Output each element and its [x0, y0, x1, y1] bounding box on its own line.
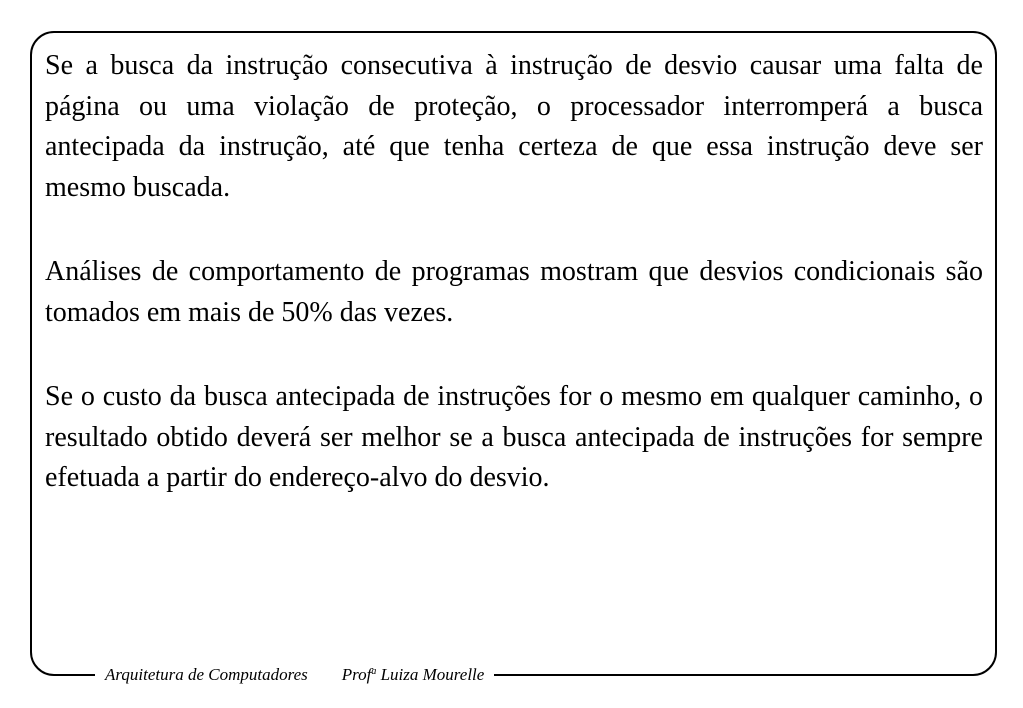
footer-course: Arquitetura de Computadores [105, 665, 308, 684]
slide-content [45, 46, 983, 543]
footer-professor-name: Luiza Mourelle [380, 665, 485, 684]
footer-professor-superscript: a [371, 666, 377, 677]
paragraph-1: Se a busca da instrução consecutiva à instrução de desvio causar uma falta de página ou uma violação de proteção, o processador interromperá a busca antecipada da instrução, até que tenha certeza de que essa instrução deve ser mesmo buscada. [45, 50, 983, 203]
paragraph-3: Se o custo da busca antecipada de instruções for o mesmo em qualquer caminho, o resultado obtido deverá ser melhor se a busca antecipada de instruções for sempre efetuada a partir do endereço-alvo do desvio. [45, 381, 983, 493]
footer-professor [342, 665, 485, 684]
footer-professor-prefix: Prof [341, 665, 372, 684]
slide-footer [95, 662, 494, 688]
paragraph-2: Análises de comportamento de programas mostram que desvios condicionais são tomados em mais de 50% das vezes. [45, 256, 983, 328]
